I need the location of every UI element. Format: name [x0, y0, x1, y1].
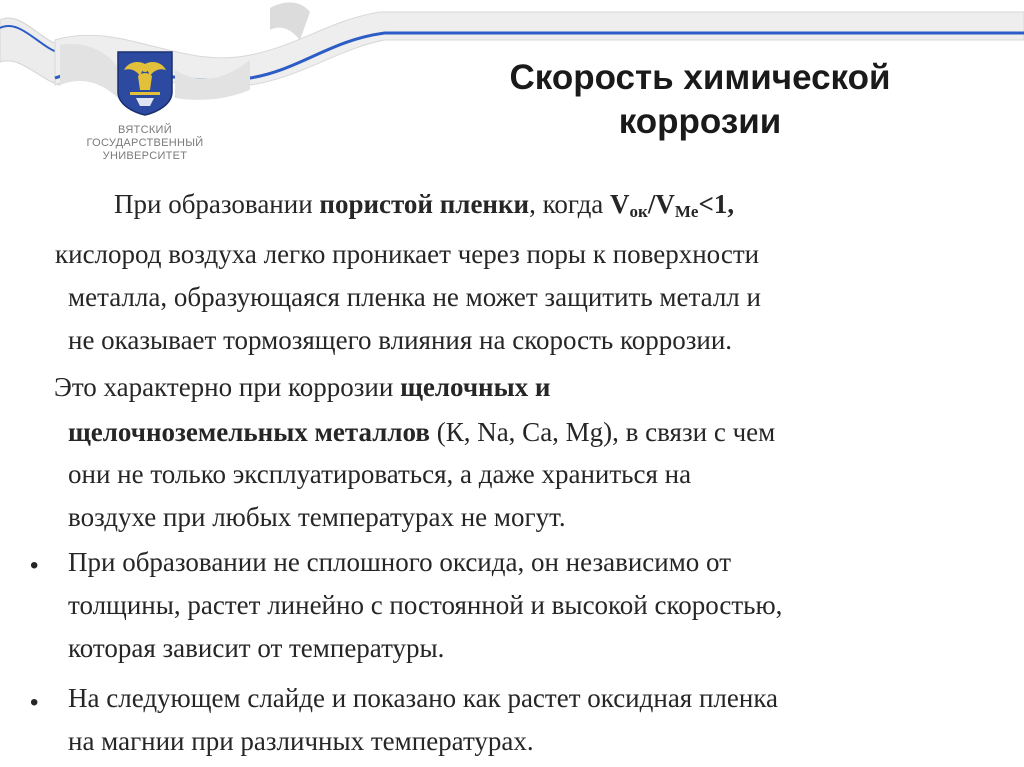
university-name-line: ГОСУДАРСТВЕННЫЙ — [86, 137, 204, 149]
text-run: , когда — [529, 189, 611, 219]
para2-line-3: они не только эксплуатироваться, а даже храниться на — [68, 459, 692, 489]
university-name-line: УНИВЕРСИТЕТ — [102, 150, 188, 162]
subscript: Me — [674, 202, 699, 221]
bullet-marker: • — [30, 689, 39, 716]
text-run: Это характерно при коррозии — [54, 372, 401, 402]
bold-term: щелочноземельных металлов — [68, 417, 430, 447]
slide-title-line-1: Скорость химической — [509, 58, 891, 97]
slide-title-line-2: коррозии — [618, 102, 782, 141]
bullet-marker: • — [30, 552, 39, 579]
para1-line-2: кислород воздуха легко проникает через поры к поверхности — [55, 239, 760, 269]
bold-term: пористой пленки — [319, 189, 530, 219]
para1-line-1 — [114, 183, 734, 225]
para1-line-3: металла, образующаяся пленка не может защитить металл и — [68, 282, 761, 312]
bullet1-line-3: которая зависит от температуры. — [68, 633, 445, 663]
text-run: <1, — [698, 189, 735, 219]
text-run: При образовании — [114, 189, 320, 219]
para2-line-4: воздухе при любых температурах не могут. — [68, 502, 566, 532]
bold-term: щелочных и — [400, 372, 551, 402]
bullet2-line-2: на магнии при различных температурах. — [68, 726, 534, 756]
bullet1-line-2: толщины, растет линейно с постоянной и высокой скоростью, — [68, 590, 783, 620]
para2-line-2 — [68, 411, 775, 453]
para1-line-4: не оказывает тормозящего влияния на скорость коррозии. — [68, 325, 733, 355]
text-run: V — [610, 189, 630, 219]
ratio-expression — [610, 189, 734, 219]
subscript: ок — [629, 202, 648, 221]
text-run: /V — [647, 189, 675, 219]
bullet2-line-1: На следующем слайде и показано как растет оксидная пленка — [68, 683, 779, 713]
para2-line-1 — [54, 366, 551, 408]
bullet1-line-1: При образовании не сплошного оксида, он независимо от — [68, 547, 732, 577]
university-name-line: ВЯТСКИЙ — [118, 124, 172, 136]
text-run: (К, Na, Ca, Mg), в связи с чем — [429, 417, 776, 447]
